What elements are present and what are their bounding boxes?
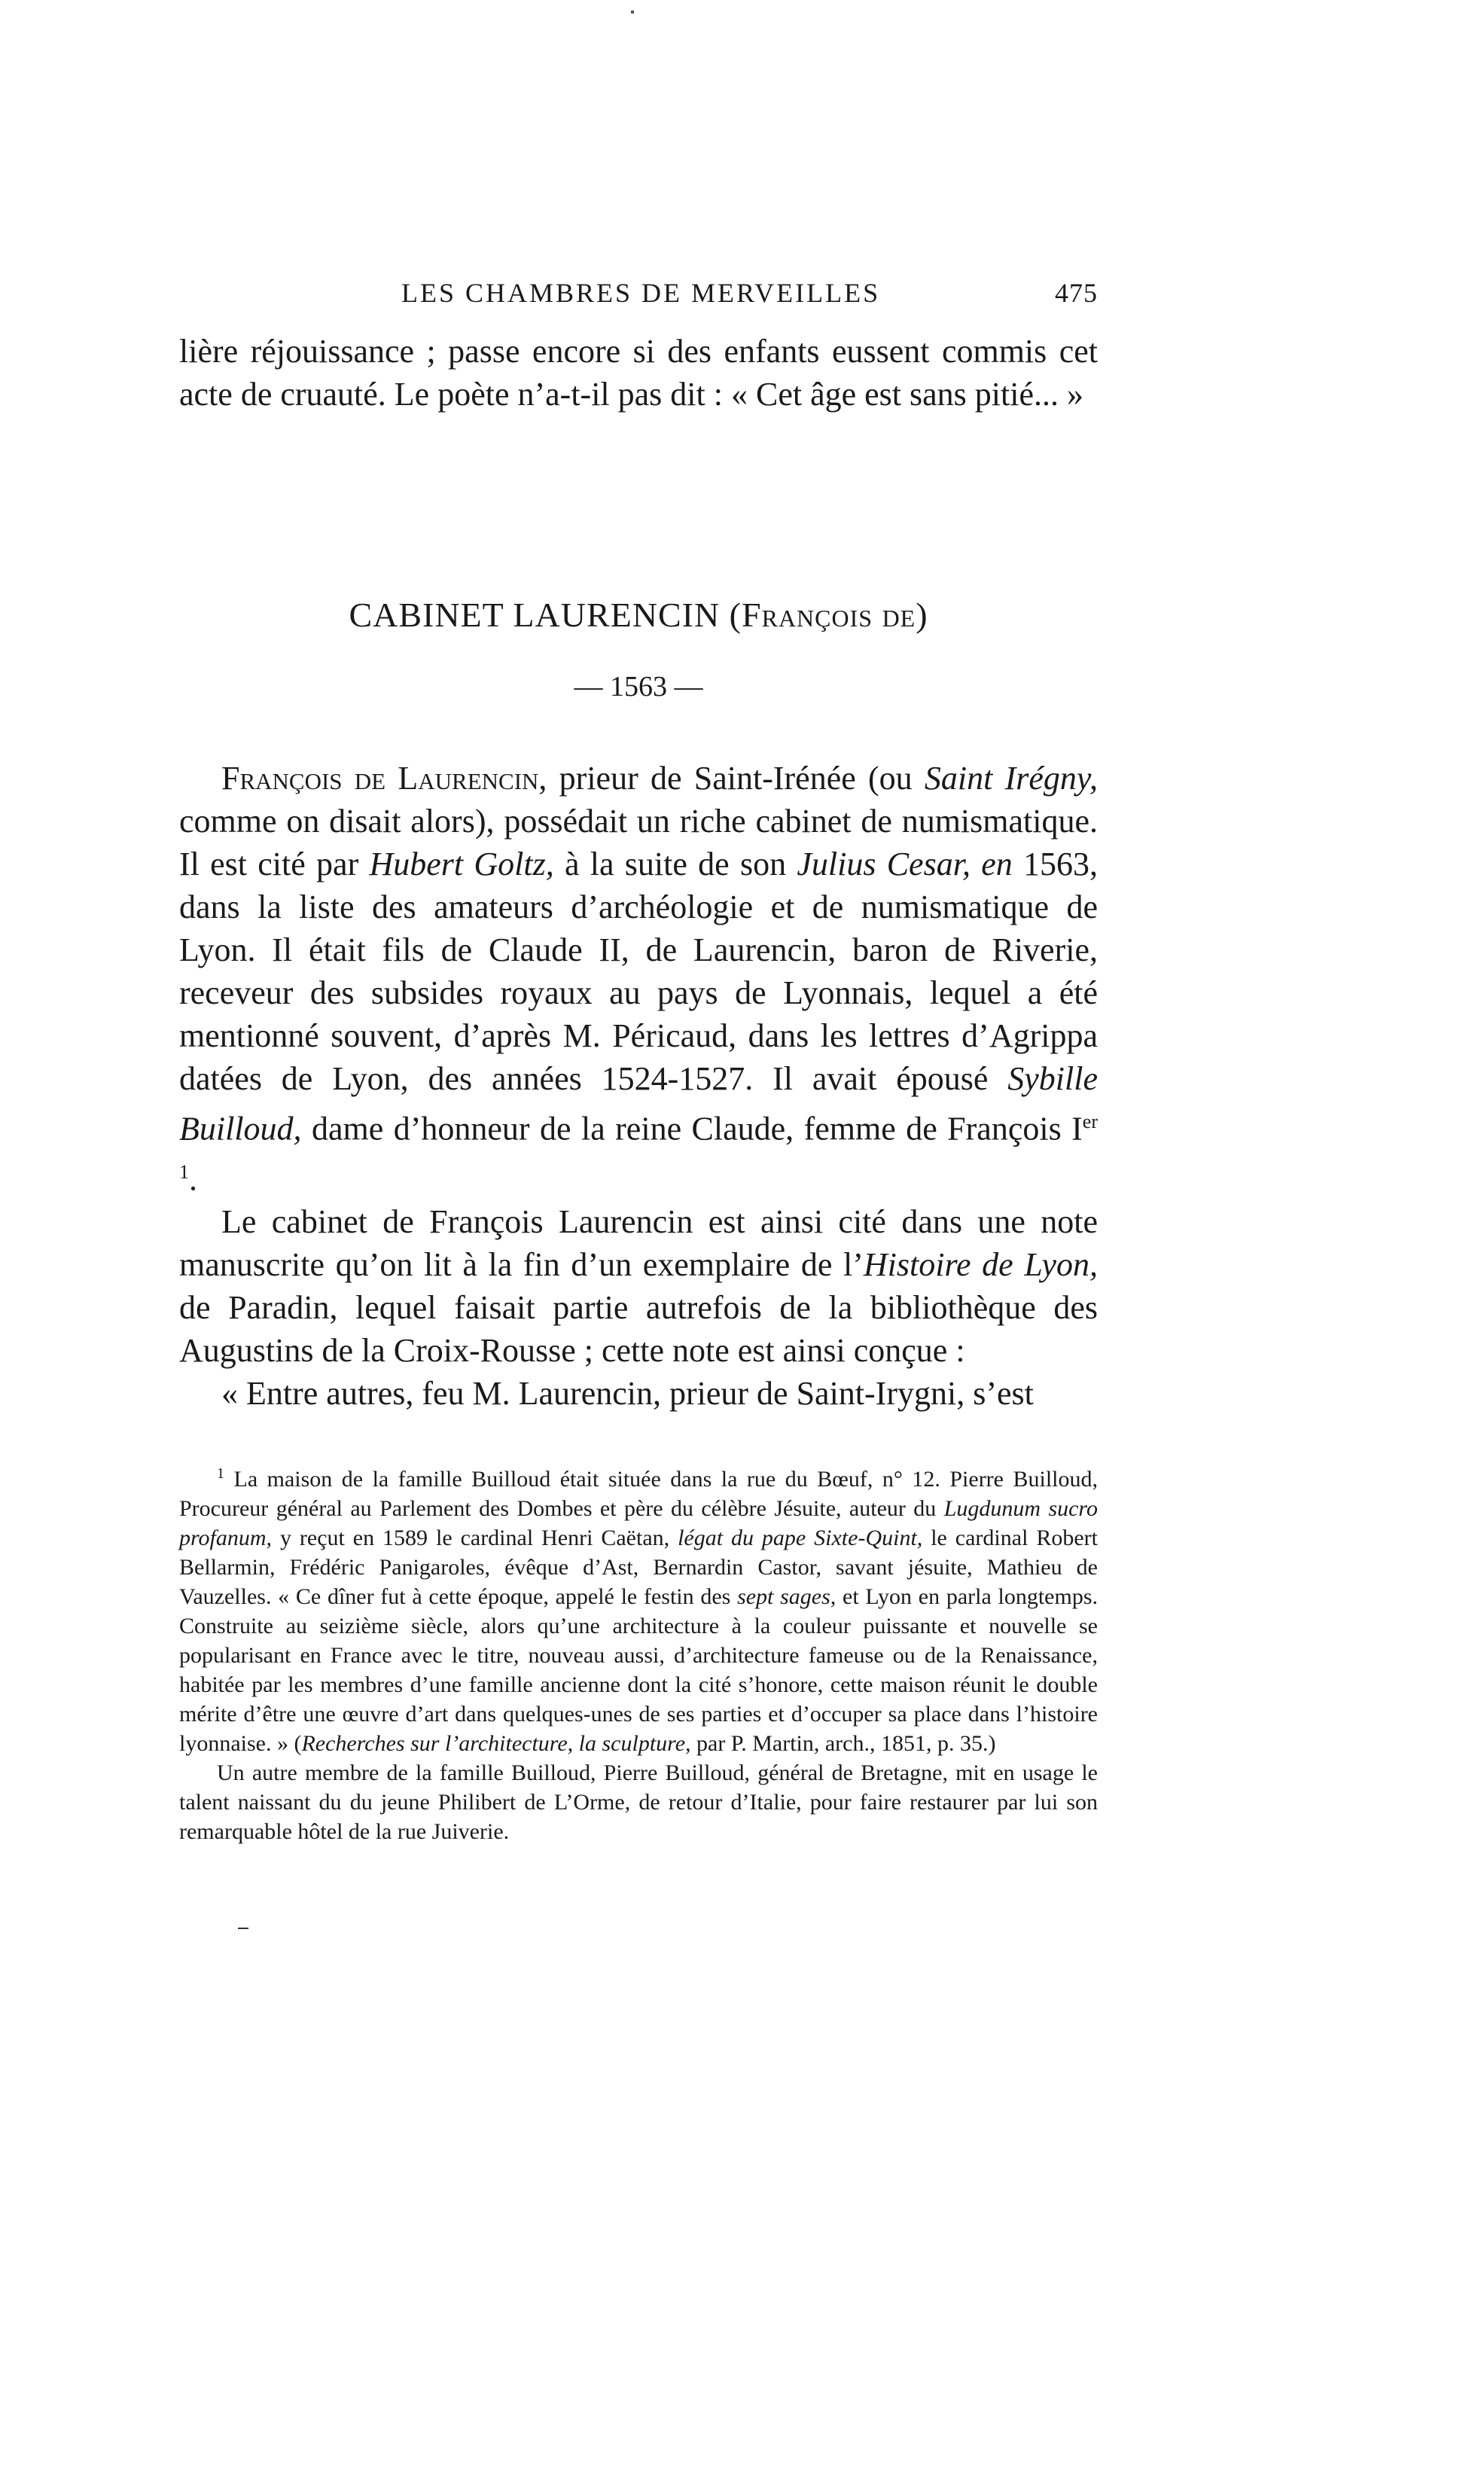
continuation-paragraph: lière réjouissance ; passe encore si des enfants eussent commis cet acte de cruauté. Le poète n’a-t-il pas dit : « Cet âge est sans pitié... » <box>179 333 1098 413</box>
print-speck <box>631 11 634 14</box>
paragraph-3: « Entre autres, feu M. Laurencin, prieur de Saint-Irygni, s’est <box>221 1375 1034 1413</box>
print-mark <box>238 1928 248 1929</box>
paragraph-2: Le cabinet de François Laurencin est ainsi cité dans une note manuscrite qu’on lit à la fin d’un exemplaire de l’Histoire de Lyon, de Paradin, lequel faisait partie autrefois de la bibliothèque des Augustins de la Croix-Rousse ; cette note est ainsi conçue : <box>179 1203 1099 1370</box>
running-header <box>179 277 1098 315</box>
paragraph-1: François de Laurencin, prieur de Saint-Irénée (ou Saint Irégny, comme on disait alors), possédait un riche cabinet de numismatique. Il est cité par Hubert Goltz, à la suite de son Julius Cesar, en 1563, dans la liste des amateurs d’archéologie et de numismatique de Lyon. Il était fils de Claude II, de Laurencin, baron de Riverie, receveur des subsides royaux au pays de Lyonnais, lequel a été mentionné souvent, d’après M. Péricaud, dans les lettres d’Agrippa datées de Lyon, des années 1524-1527. Il avait épousé Sybille Builloud, dame d’honneur de la reine Claude, femme de François Ier $^1$. <box>179 760 1099 1198</box>
footnote-1: $^1$ La maison de la famille Builloud était située dans la rue du Bœuf, n° 12. Pierre Builloud, Procureur général au Parlement des Dombes et père du célèbre Jésuite, auteur du Lugdunum sucro profanum, y reçut en 1589 le cardinal Henri Caëtan, légat du pape Sixte-Quint, le cardinal Robert Bellarmin, Frédéric Panigaroles, évêque d’Ast, Bernardin Castor, savant jésuite, Mathieu de Vauzelles. « Ce dîner fut à cette époque, appelé le festin des sept sages, et Lyon en parla longtemps. Construite au seizième siècle, alors qu’une architecture à la couleur puissante et nouvelle se popularisant en France avec le titre, nouveau aussi, d’architecture fameuse ou de la Renaissance, habitée par les membres d’une famille ancienne dont la cité s’honore, cette maison réunit le double mérite d’être une œuvre d’art dans quelques-unes de ses parties et d’occuper sa place dans l’histoire lyonnaise. » (Recherches sur l’architecture, la sculpture, par P. Martin, arch., 1851, p. 35.) <box>179 1465 1098 1756</box>
section-date: — 1563 — <box>574 671 703 703</box>
page-number: 475 <box>1055 278 1098 308</box>
footnote-2: Un autre membre de la famille Builloud, Pierre Builloud, général de Bretagne, mit en usage le talent naissant du du jeune Philibert de L’Orme, de retour d’Italie, pour faire restaurer par lui son remarquable hôtel de la rue Juiverie. <box>179 1760 1098 1844</box>
section-title: CABINET LAURENCIN (François de) <box>349 596 928 634</box>
running-title: LES CHAMBRES DE MERVEILLES <box>401 278 881 308</box>
footnote-ref: 1 <box>179 1160 189 1183</box>
footnotes <box>179 1459 1098 1846</box>
main-text <box>179 757 1098 1415</box>
